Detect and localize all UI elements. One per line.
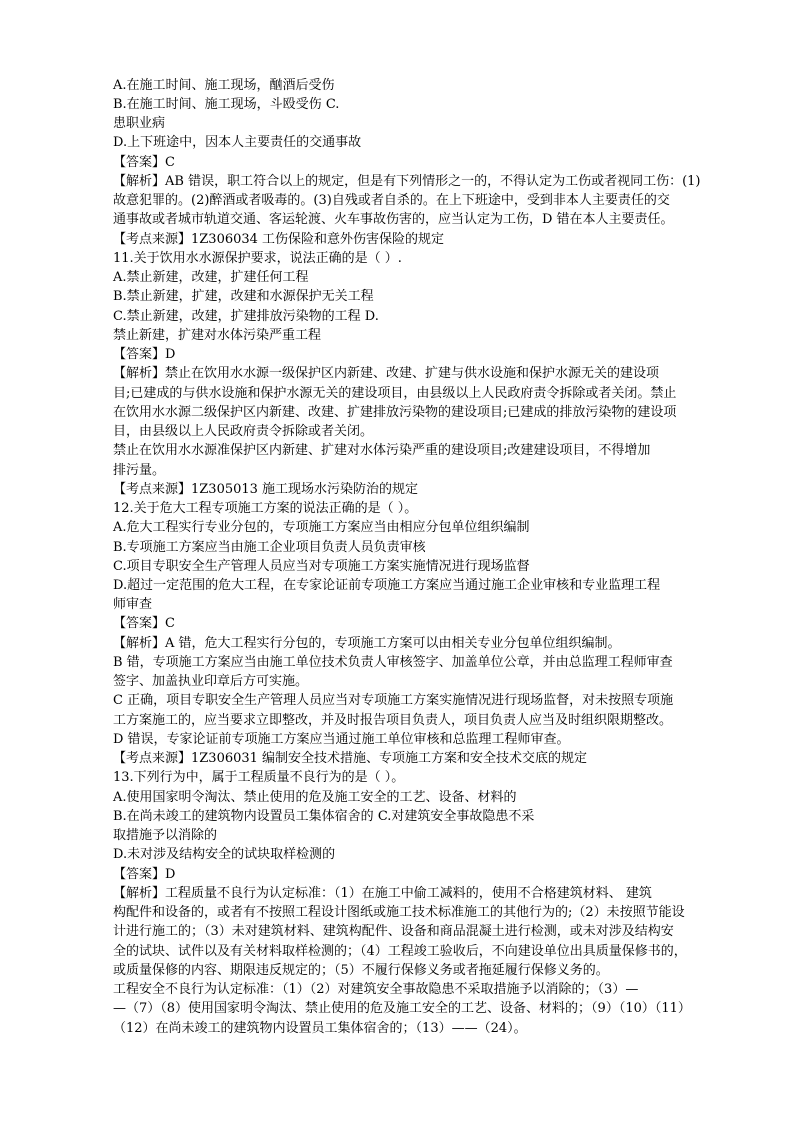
option-c-line: C.项目专职安全生产管理人员应当对专项施工方案实施情况进行现场监督 — [113, 559, 530, 574]
question-11-line: 11.关于饮用水水源保护要求，说法正确的是（ ）. — [113, 251, 402, 266]
option-c-line: 患职业病 — [113, 116, 166, 131]
option-c-line: 取措施予以消除的 — [113, 828, 218, 843]
source-line: 【考点来源】1Z305013 施工现场水污染防治的规定 — [113, 482, 419, 497]
analysis-line: 构配件和设备的，或者有不按照工程设计图纸或施工技术标准施工的其他行为的;（2）未按照节能设 — [113, 905, 685, 920]
analysis-line: 工方案施工的，应当要求立即整改，并及时报告项目负责人，项目负责人应当及时组织限期整改。 — [113, 713, 673, 728]
option-c-line: C.禁止新建，改建，扩建排放污染物的工程 D. — [113, 309, 379, 324]
source-line: 【考点来源】1Z306031 编制安全技术措施、专项施工方案和安全技术交底的规定 — [113, 751, 588, 766]
analysis-line: 计进行施工的；（3）未对建筑材料、建筑构配件、设备和商品混凝土进行检测，或未对涉及结构安 — [113, 924, 674, 939]
option-d-line: D.上下班途中，因本人主要责任的交通事故 — [113, 135, 362, 150]
analysis-line: （12）在尚未竣工的建筑物内设置员工集体宿舍的；（13）——（24）。 — [113, 1021, 527, 1036]
analysis-line: B 错，专项施工方案应当由施工单位技术负责人审核签字、加盖单位公章，并由总监理工程师审查 — [113, 655, 673, 670]
option-d-line: 禁止新建，扩建对水体污染严重工程 — [113, 328, 322, 343]
analysis-line: 或质量保修的内容、期限违反规定的；（5）不履行保修义务或者拖延履行保修义务的。 — [113, 963, 609, 978]
source-line: 【考点来源】1Z306034 工伤保险和意外伤害保险的规定 — [113, 232, 445, 247]
analysis-line: 【解析】AB 错误，职工符合以上的规定，但是有下列情形之一的，不得认定为工伤或者视同工伤：(1) — [113, 174, 701, 189]
analysis-line: 【解析】A 错，危大工程实行分包的，专项施工方案可以由相关专业分包单位组织编制。 — [113, 636, 621, 651]
option-d-line: D.未对涉及结构安全的试块取样检测的 — [113, 847, 336, 862]
option-a-line: A.禁止新建，改建，扩建任何工程 — [113, 270, 309, 285]
answer-line: 【答案】D — [113, 347, 176, 362]
analysis-line: 【解析】工程质量不良行为认定标准：（1）在施工中偷工减料的，使用不合格建筑材料、 建筑 — [113, 886, 652, 901]
analysis-line: 【解析】禁止在饮用水水源一级保护区内新建、改建、扩建与供水设施和保护水源无关的建设项 — [113, 366, 660, 381]
analysis-line: 工程安全不良行为认定标准：（1）（2）对建筑安全事故隐患不采取措施予以消除的；（3）— — [113, 982, 639, 997]
analysis-line: 签字、加盖执业印章后方可实施。 — [113, 674, 309, 689]
analysis-line: 故意犯罪的。(2)醉酒或者吸毒的。(3)自残或者自杀的。在上下班途中，受到非本人主要责任的交 — [113, 193, 670, 208]
analysis-line: 禁止在饮用水水源准保护区内新建、扩建对水体污染严重的建设项目;改建建设项目，不得增加 — [113, 443, 651, 458]
option-d-line: D.超过一定范围的危大工程，在专家论证前专项施工方案应当通过施工企业审核和专业监理工程 — [113, 578, 661, 593]
answer-line: 【答案】C — [113, 155, 175, 170]
option-b-line: B.禁止新建，扩建，改建和水源保护无关工程 — [113, 289, 374, 304]
option-a-line: A.使用国家明令淘汰、禁止使用的危及施工安全的工艺、设备、材料的 — [113, 790, 517, 805]
option-b-line: B.专项施工方案应当由施工企业项目负责人员负责审核 — [113, 540, 426, 555]
analysis-line: D 错误，专家论证前专项施工方案应当通过施工单位审核和总监理工程师审查。 — [113, 732, 570, 747]
answer-line: 【答案】D — [113, 867, 176, 882]
question-13-line: 13.下列行为中，属于工程质量不良行为的是（ ）。 — [113, 770, 405, 785]
analysis-line: 全的试块、试件以及有关材料取样检测的；（4）工程竣工验收后，不向建设单位出具质量保修书的， — [113, 944, 687, 959]
option-b-line: B.在施工时间、施工现场，斗殴受伤 C. — [113, 97, 340, 112]
analysis-line: 目;已建成的与供水设施和保护水源无关的建设项目，由县级以上人民政府责令拆除或者关闭。禁止 — [113, 386, 677, 401]
analysis-line: —（7）（8）使用国家明令淘汰、禁止使用的危及施工安全的工艺、设备、材料的；（9）（10）（11） — [113, 1001, 691, 1016]
option-b-line: B.在尚未竣工的建筑物内设置员工集体宿舍的 C.对建筑安全事故隐患不采 — [113, 809, 535, 824]
analysis-line: 目，由县级以上人民政府责令拆除或者关闭。 — [113, 424, 374, 439]
option-a-line: A.危大工程实行专业分包的，专项施工方案应当由相应分包单位组织编制 — [113, 520, 530, 535]
question-12-line: 12.关于危大工程专项施工方案的说法正确的是（ ）。 — [113, 501, 418, 516]
analysis-line: 通事故或者城市轨道交通、客运轮渡、火车事故伤害的，应当认定为工伤，D 错在本人主要责任。 — [113, 212, 674, 227]
answer-line: 【答案】C — [113, 616, 175, 631]
analysis-line: 排污量。 — [113, 463, 166, 478]
option-d-line: 师审查 — [113, 597, 153, 612]
option-a-line: A.在施工时间、施工现场，酗酒后受伤 — [113, 78, 335, 93]
analysis-line: C 正确，项目专职安全生产管理人员应当对专项施工方案实施情况进行现场监督，对未按照专项施 — [113, 693, 674, 708]
analysis-line: 在饮用水水源二级保护区内新建、改建、扩建排放污染物的建设项目;已建成的排放污染物的建设项 — [113, 405, 677, 420]
